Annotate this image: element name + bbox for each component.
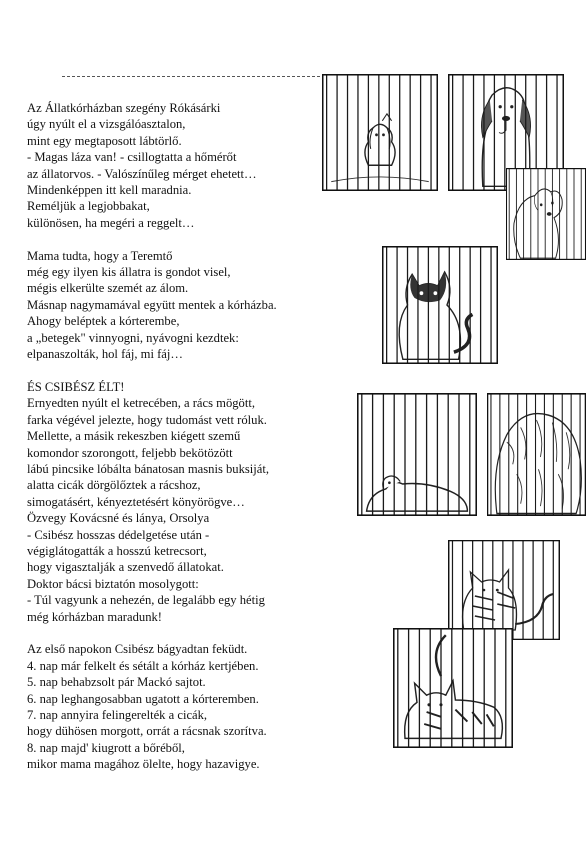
cage-dog-lying-illustration	[357, 393, 477, 516]
poem-line: Mama tudta, hogy a Teremtő	[27, 248, 173, 263]
cage-terrier-illustration	[506, 168, 586, 260]
poem-line: alatta cicák dörgölőztek a rácshoz,	[27, 478, 201, 493]
poem-line: Az első napokon Csibész bágyadtan feküdt.	[27, 642, 248, 657]
poem-line: - Túl vagyunk a nehezén, de legalább egy hétig	[27, 593, 265, 608]
poem-line: - Magas láza van! - csillogtatta a hőmérőt	[27, 150, 237, 165]
poem-line: - Csibész hosszas dédelgetése után -	[27, 527, 210, 542]
top-rule	[62, 76, 330, 77]
poem-line: elpanaszolták, hol fáj, mi fáj…	[27, 347, 183, 362]
poem-line: simogatásért, kényeztetésért könyörögve…	[27, 494, 245, 509]
poem-line: végiglátogatták a hosszú ketrecsort,	[27, 543, 207, 558]
poem-line: Reméljük a legjobbakat,	[27, 199, 150, 214]
cage-komondor-illustration	[487, 393, 586, 516]
poem-line: komondor szorongott, feljebb bekötözött	[27, 445, 233, 460]
poem-line: az állatorvos. - Valószínűleg mérget ehetett…	[27, 166, 257, 181]
poem-line: úgy nyúlt el a vizsgálóasztalon,	[27, 117, 186, 132]
poem-line: lábú pincsike lóbálta bánatosan masnis buksiját,	[27, 461, 270, 476]
poem-line: farka végével jelezte, hogy tudomást vett róluk.	[27, 412, 267, 427]
poem-line: 5. nap behabzsolt pár Mackó sajtot.	[27, 675, 206, 690]
poem-line: Doktor bácsi biztatón mosolygott:	[27, 576, 199, 591]
poem-line-heading: ÉS CSIBÉSZ ÉLT!	[27, 379, 125, 394]
poem-line: 6. nap leghangosabban ugatott a kórteremben.	[27, 691, 259, 706]
poem-text	[27, 100, 327, 773]
poem-line: még egy ilyen kis állatra is gondot visel,	[27, 265, 231, 280]
poem-line: a „betegek" vinnyogni, nyávogni kezdtek:	[27, 330, 239, 345]
poem-line: Mellette, a másik rekeszben kiégett szemű	[27, 429, 241, 444]
stanza-4	[27, 641, 327, 772]
stanza-2	[27, 248, 327, 363]
poem-line: mint egy megtaposott lábtörlő.	[27, 133, 182, 148]
poem-line: hogy vigasztalják a szenvedő állatokat.	[27, 560, 224, 575]
cage-pincsike-illustration	[322, 74, 438, 191]
poem-line: Ahogy beléptek a kórterembe,	[27, 314, 180, 329]
poem-line: 8. nap majd' kiugrott a bőréből,	[27, 740, 185, 755]
poem-line: hogy dühösen morgott, orrát a rácsnak szorítva.	[27, 724, 267, 739]
poem-line: különösen, ha megéri a reggelt…	[27, 215, 195, 230]
poem-line: még kórházban maradunk!	[27, 609, 162, 624]
poem-line: 4. nap már felkelt és sétált a kórház kertjében.	[27, 658, 259, 673]
stanza-1	[27, 100, 327, 231]
cage-kitten-lower-illustration	[393, 628, 513, 748]
poem-line: Az Állatkórházban szegény Rókásárki	[27, 101, 221, 115]
cage-kitten-upper-illustration	[448, 540, 560, 640]
poem-line: mikor mama magához ölelte, hogy hazavigye.	[27, 757, 260, 772]
poem-line: 7. nap annyira felingerelték a cicák,	[27, 707, 208, 722]
poem-line: Másnap nagymamával együtt mentek a kórházba.	[27, 297, 277, 312]
poem-line: Ernyedten nyúlt el ketrecében, a rács mögött,	[27, 396, 255, 411]
poem-line: mégis elkerülte szemét az álom.	[27, 281, 189, 296]
cage-cat-sitting-illustration	[382, 246, 498, 364]
stanza-3	[27, 379, 327, 625]
poem-line: Özvegy Kovácsné és lánya, Orsolya	[27, 511, 210, 526]
poem-line: Mindenképpen itt kell maradnia.	[27, 183, 192, 198]
